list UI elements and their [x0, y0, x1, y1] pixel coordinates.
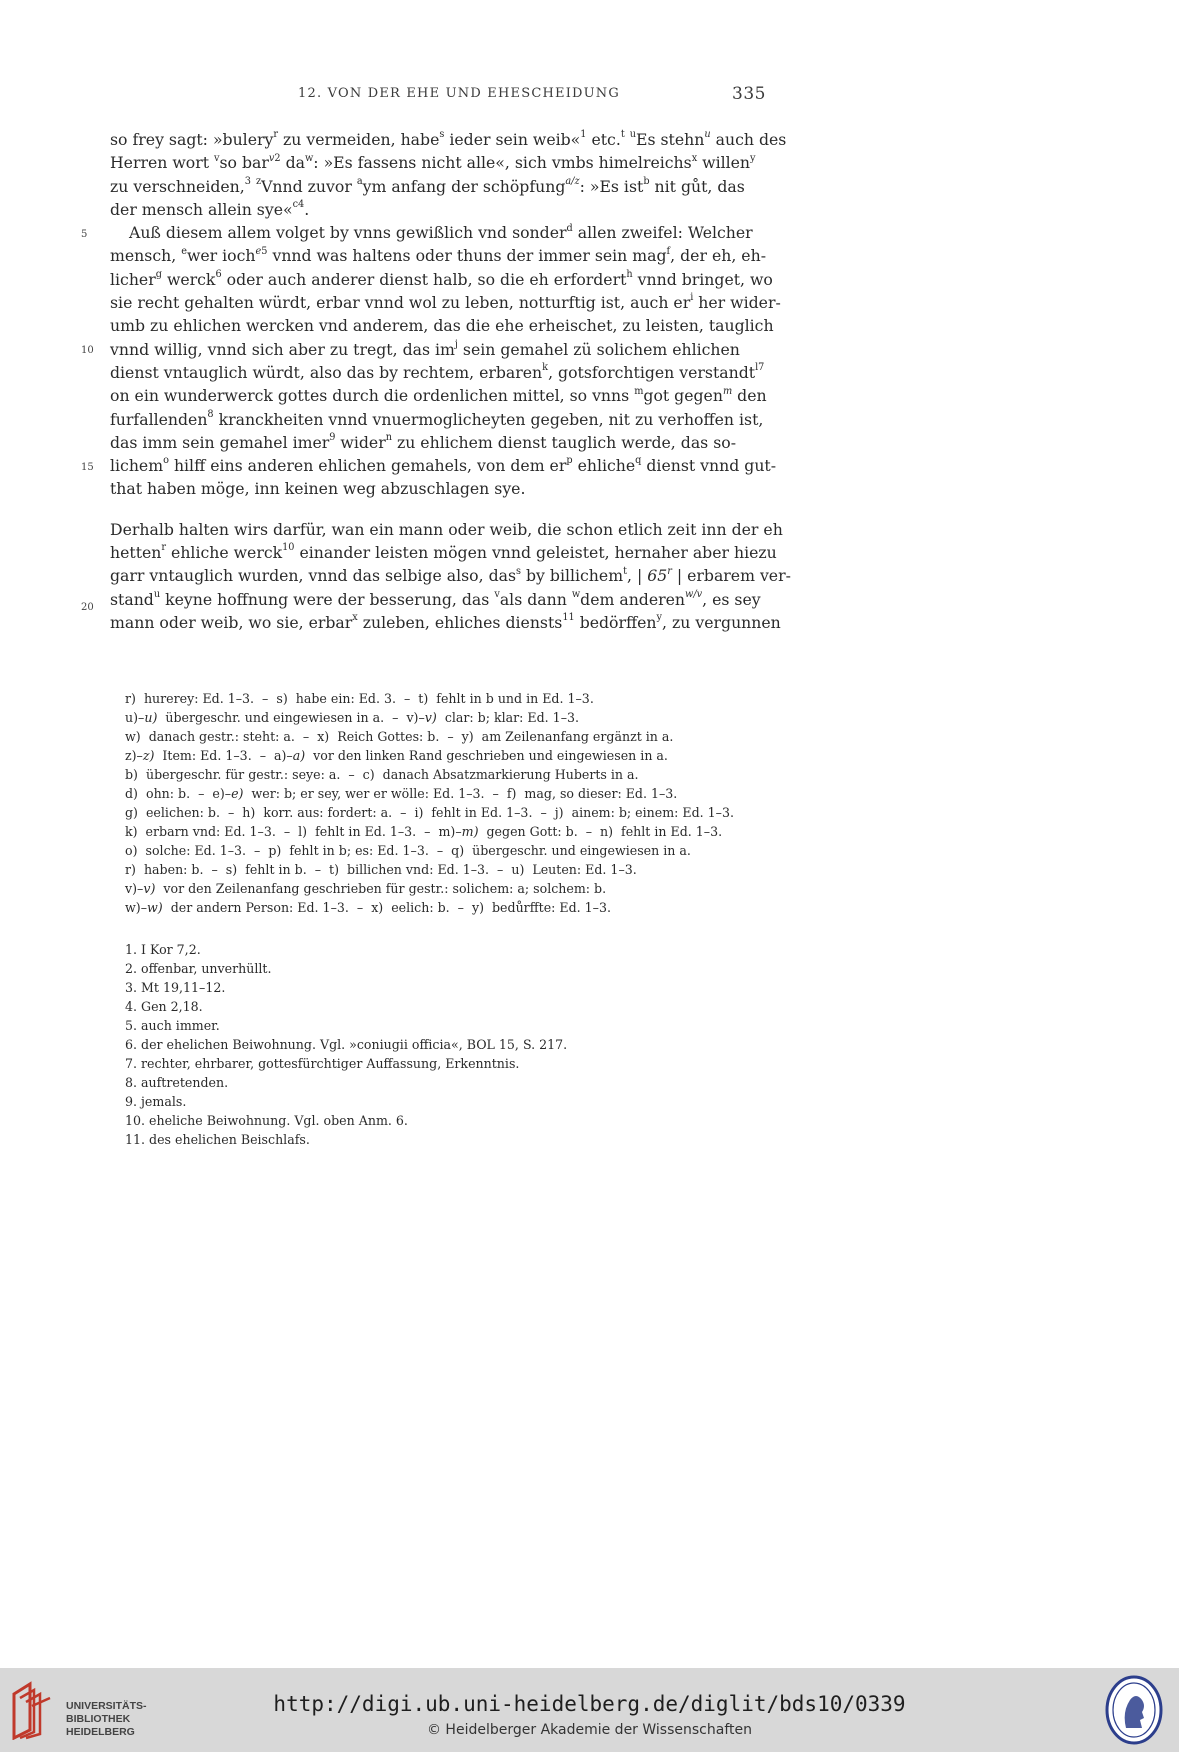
- commentary-note: 10. eheliche Beiwohnung. Vgl. oben Anm. 6.: [125, 1113, 408, 1128]
- text-line: das imm sein gemahel imer$^9$ wider$^n$ zu ehlichem dienst tauglich werde, das so-: [110, 432, 737, 452]
- running-title: 12. VON DER EHE UND EHESCHEIDUNG: [298, 86, 620, 101]
- text-line: dienst vntauglich würdt, also das by rechtem, erbaren$^k$, gotsforchtigen verstandt$^{l7}$: [110, 362, 765, 382]
- text-line: vnnd willig, vnnd sich aber zu tregt, das $im^j$ sein gemahel zü solichem ehlichen: [110, 338, 740, 359]
- commentary-note: 1. I Kor 7,2.: [125, 942, 201, 957]
- apparatus-entry: b) übergeschr. für gestr.: seye: a. – c) danach Absatzmarkierung Huberts in a.: [125, 767, 639, 782]
- line-number: 20: [81, 602, 94, 613]
- critical-apparatus: [125, 689, 765, 917]
- apparatus-entry: g) eelichen: b. – h) korr. aus: fordert: a. – i) fehlt in Ed. 1–3. – j) ainem: b; einem: Ed. 1–3.: [125, 805, 734, 820]
- apparatus-entry: o) solche: Ed. 1–3. – p) fehlt in b; es: Ed. 1–3. – q) übergeschr. und eingewiesen in a.: [125, 843, 691, 858]
- text-line: garr vntauglich wurden, vnnd das selbige also, das$^s$ by billichem$^t$, | 65$^r$ | erbarem ver-: [110, 565, 791, 586]
- apparatus-entry: u)–u) übergeschr. und eingewiesen in a. – v)–v) clar: b; klar: Ed. 1–3.: [125, 710, 580, 725]
- text-line: stand$^u$ keyne hoffnung were der besserung, das $^v$als dann $^w$dem anderen$^{w/v}$, es sey: [110, 588, 761, 609]
- text-line: Auß diesem allem volget by vnns gewißlich vnd sonder$^d$ allen zweifel: Welcher: [129, 222, 753, 243]
- academy-seal-icon: [1104, 1672, 1164, 1748]
- commentary-notes: [125, 940, 765, 1149]
- line-number: 15: [81, 462, 94, 473]
- commentary-note: 4. Gen 2,18.: [125, 999, 203, 1014]
- commentary-note: 11. des ehelichen Beischlafs.: [125, 1132, 310, 1147]
- text-line: umb zu ehlichen wercken vnd anderem, das die ehe erheischet, zu leisten, tauglich: [110, 316, 774, 336]
- commentary-note: 6. der ehelichen Beiwohnung. Vgl. »coniugii officia«, BOL 15, S. 217.: [125, 1037, 568, 1052]
- line-number: 5: [81, 229, 88, 240]
- text-line: hetten$^r$ ehliche werck$^{10}$ einander leisten mögen vnnd geleistet, hernaher aber hiezu: [110, 542, 777, 563]
- apparatus-entry: d) ohn: b. – e)–e) wer: b; er sey, wer er wölle: Ed. 1–3. – f) mag, so dieser: Ed. 1–3.: [125, 786, 678, 801]
- text-line: zu verschneiden,$^3$ $^z$Vnnd zuvor $^a$ym anfang der schöpfung$^{a/z}$: »Es ist$^b$ nit gůt, das: [110, 175, 745, 196]
- apparatus-entry: w)–w) der andern Person: Ed. 1–3. – x) eelich: b. – y) bedůrffte: Ed. 1–3.: [125, 900, 611, 915]
- text-line: licher$^g$ werck$^6$ oder auch anderer dienst halb, so die eh erfordert$^h$ vnnd bringet, wo: [110, 269, 773, 289]
- commentary-note: 5. auch immer.: [125, 1018, 220, 1033]
- apparatus-entry: w) danach gestr.: steht: a. – x) Reich Gottes: b. – y) am Zeilenanfang ergänzt in a.: [125, 729, 674, 744]
- apparatus-entry: r) haben: b. – s) fehlt in b. – t) billichen vnd: Ed. 1–3. – u) Leuten: Ed. 1–3.: [125, 862, 637, 877]
- text-line: on ein wunderwerck gottes durch die ordenlichen mittel, so vnns $^m$got gegen$^m$ den: [110, 385, 767, 406]
- commentary-note: 7. rechter, ehrbarer, gottesfürchtiger Auffassung, Erkenntnis.: [125, 1056, 520, 1071]
- digital-library-url[interactable]: http://digi.ub.uni-heidelberg.de/diglit/bds10/0339: [273, 1692, 906, 1716]
- commentary-note: 9. jemals.: [125, 1094, 187, 1109]
- text-line: Derhalb halten wirs darfür, wan ein mann oder weib, die schon etlich zeit inn der eh: [110, 519, 783, 539]
- apparatus-entry: z)–z) Item: Ed. 1–3. – a)–a) vor den linken Rand geschrieben und eingewiesen in a.: [125, 748, 668, 763]
- apparatus-entry: r) hurerey: Ed. 1–3. – s) habe ein: Ed. 3. – t) fehlt in b und in Ed. 1–3.: [125, 691, 594, 706]
- commentary-note: 8. auftretenden.: [125, 1075, 229, 1090]
- text-line: Herren wort $^v$so bar$^{v2}$ $da^w$: »Es fassens nicht alle«, sich vmbs himelreichs$^x$ willen$^y$: [110, 152, 756, 173]
- line-number: 10: [81, 345, 94, 356]
- text-line: so frey sagt: »bulery$^r$ zu vermeiden, habe$^s$ ieder sein weib«$^1$ etc.$^t$ $^u$Es stehn$^u$ auch des: [110, 129, 787, 149]
- library-name: UNIVERSITÄTS- BIBLIOTHEK HEIDELBERG: [66, 1700, 147, 1738]
- text-line: der mensch allein sye«$^{c4}$.: [110, 199, 310, 219]
- text-line: that haben möge, inn keinen weg abzuschlagen sye.: [110, 479, 526, 499]
- main-text: [110, 128, 791, 634]
- commentary-note: 2. offenbar, unverhüllt.: [125, 961, 272, 976]
- text-line: mann oder weib, wo sie, erbar$^x$ zuleben, ehliches diensts$^{11}$ bedörffen$^y$, zu vergunnen: [110, 612, 781, 632]
- commentary-note: 3. Mt 19,11–12.: [125, 980, 226, 995]
- text-line: lichem$^o$ hilff eins anderen ehlichen gemahels, von dem $er^p$ ehliche$^q$ dienst vnnd gut-: [110, 455, 777, 476]
- apparatus-entry: v)–v) vor den Zeilenanfang geschrieben für gestr.: solichem: a; solchem: b.: [125, 881, 607, 896]
- text-line: mensch, $^e$wer ioch$^{e5}$ vnnd was haltens oder thuns der immer sein mag$^f$, der eh, eh-: [110, 245, 766, 266]
- copyright-notice: © Heidelberger Akademie der Wissenschaften: [426, 1722, 752, 1738]
- footer-bar: [0, 1668, 1179, 1752]
- text-line: sie recht gehalten würdt, erbar vnnd wol zu leben, notturftig ist, auch $er^i$ her wider-: [110, 292, 781, 313]
- page-number: 335: [732, 84, 766, 104]
- apparatus-entry: k) erbarn vnd: Ed. 1–3. – l) fehlt in Ed. 1–3. – m)–m) gegen Gott: b. – n) fehlt in Ed. 1–3.: [125, 824, 723, 839]
- paragraph-gap: [110, 501, 767, 518]
- text-line: furfallenden$^8$ kranckheiten vnnd vnuermoglicheyten gegeben, nit zu verhoffen ist,: [110, 408, 764, 429]
